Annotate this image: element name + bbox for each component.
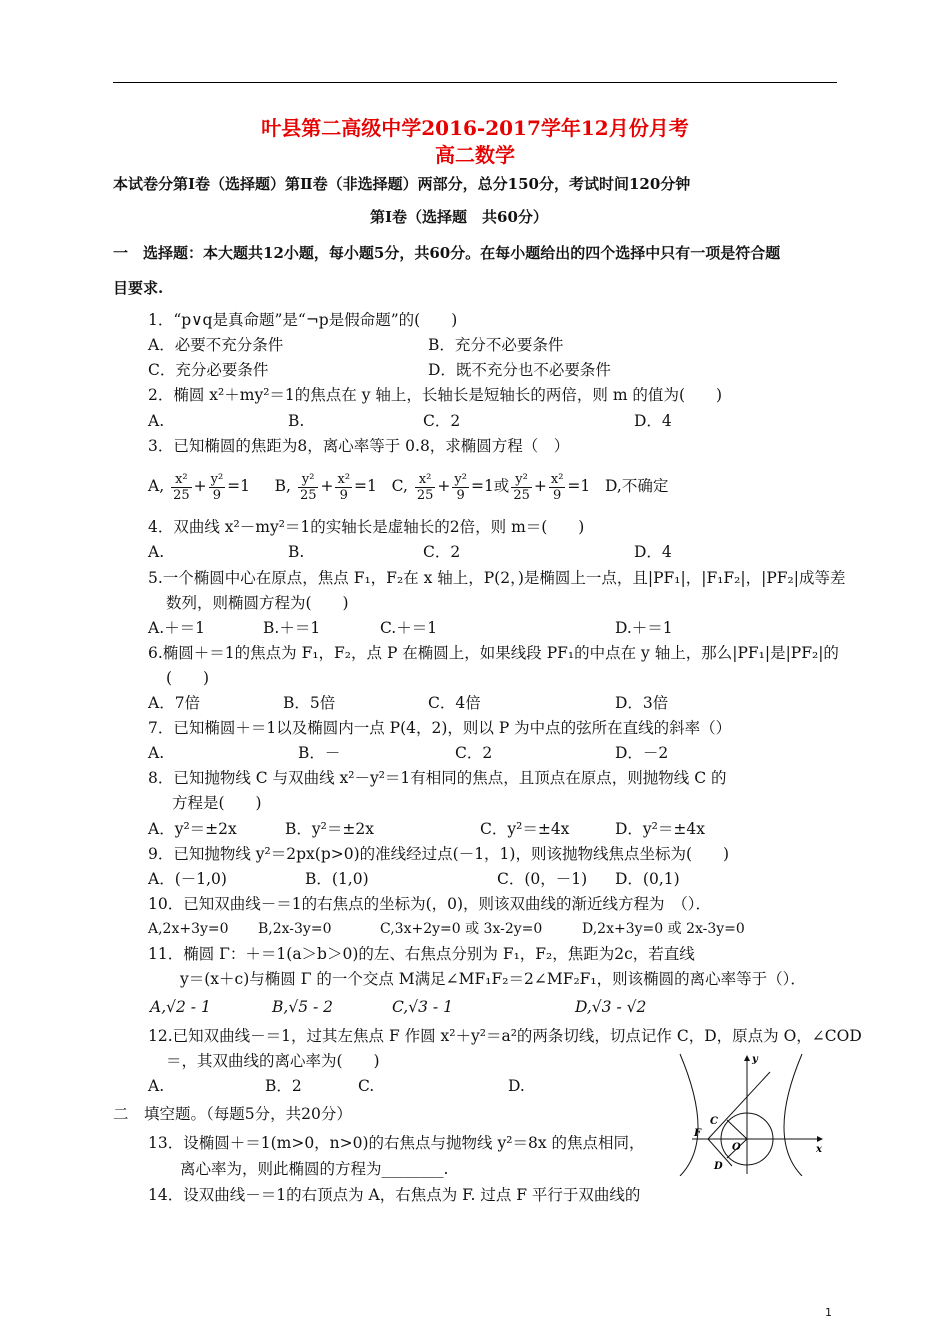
question-14: 14．设双曲线－＝1的右顶点为 A，右焦点为 F. 过点 F 平行于双曲线的: [148, 1186, 641, 1204]
section1-heading: 一 选择题：本大题共12小题，每小题5分，共60分。在每小题给出的四个选择中只有一项是符合题: [113, 244, 781, 262]
question-5: 5.一个椭圆中心在原点，焦点 F₁，F₂在 x 轴上，P(2，)是椭圆上一点，且|PF₁|，|F₁F₂|，|PF₂|成等差: [148, 569, 846, 587]
q9-option-c: C．(0，－1): [497, 870, 588, 888]
header-rule: [113, 82, 837, 83]
tangent-line-upper: [708, 1072, 770, 1139]
q11-option-b: B,√5 - 2: [272, 998, 334, 1016]
q10-option-c: C,3x+2y=0 或 3x-2y=0: [380, 921, 543, 937]
q10-option-b: B,2x-3y=0: [258, 921, 332, 937]
fraction: $\frac{\text{y²}}{9}$: [210, 471, 224, 503]
label-f: F: [694, 1128, 702, 1139]
q8-option-d: D．y²＝±4x: [615, 820, 705, 838]
q8-option-b: B．y²＝±2x: [285, 820, 374, 838]
q6-option-a: A．7倍: [148, 694, 201, 712]
question-12: 12.已知双曲线－＝1，过其左焦点 F 作圆 x²＋y²＝a²的两条切线，切点记作 C，D，原点为 O，∠COD: [148, 1027, 862, 1045]
question-9: 9．已知抛物线 y²＝2px(p>0)的准线经过点(－1，1)，则该抛物线焦点坐标为( ): [148, 845, 730, 863]
q7-option-c: C．2: [455, 744, 493, 762]
q4-option-b: B.: [288, 543, 305, 561]
question-8: 8．已知抛物线 C 与双曲线 x²－y²＝1有相同的焦点，且顶点在原点，则抛物线 C 的: [148, 769, 727, 787]
q2-option-b: B.: [288, 412, 305, 430]
fraction: $\frac{\text{y²}}{9}$: [454, 471, 467, 503]
page-number: 1: [825, 1306, 832, 1319]
fraction: $\frac{\text{x²}}{9}$: [550, 471, 564, 503]
question-11-cont: y＝(x＋c)与椭圆 Γ 的一个交点 M满足∠MF₁F₂＝2∠MF₂F₁，则该椭圆的离心率等于（）．: [180, 970, 806, 988]
question-6: 6.椭圆＋＝1的焦点为 F₁，F₂，点 P 在椭圆上，如果线段 PF₁的中点在 y 轴上，那么|PF₁|是|PF₂|的: [148, 644, 839, 662]
q12-option-c: C.: [358, 1077, 375, 1095]
exam-intro: 本试卷分第Ⅰ卷（选择题）第Ⅱ卷（非选择题）两部分，总分150分，考试时间120分钟: [113, 175, 691, 193]
label-o: O: [732, 1142, 741, 1153]
question-10: 10．已知双曲线－＝1的右焦点的坐标为(，0)，则该双曲线的渐近线方程为 （）．: [148, 895, 712, 913]
q8-option-a: A．y²＝±2x: [148, 820, 237, 838]
q3-option-a: A,: [148, 477, 165, 495]
hyperbola-figure: [672, 1052, 832, 1176]
q9-option-a: A．(－1,0): [148, 870, 227, 888]
q10-option-d: D,2x+3y=0 或 2x-3y=0: [582, 921, 745, 937]
hyperbola-right-branch: [784, 1054, 802, 1176]
q11-option-a: A,√2 - 1: [150, 998, 211, 1016]
question-11: 11．椭圆 Γ：＋＝1(a＞b＞0)的左、右焦点分别为 F₁，F₂，焦距为2c，若直线: [148, 945, 695, 963]
q6-option-d: D．3倍: [615, 694, 669, 712]
label-y: y: [752, 1054, 758, 1065]
q4-option-d: D．4: [634, 543, 672, 561]
section2-heading: 二 填空题。（每题5分，共20分）: [113, 1105, 352, 1123]
fraction: $\frac{\text{y²}}{25}$: [299, 471, 317, 503]
fraction: $\frac{\text{y²}}{25}$: [513, 471, 530, 503]
q5-option-d: D.＋＝1: [615, 619, 673, 637]
label-x: x: [816, 1144, 822, 1155]
q3-option-d: D,不确定: [605, 477, 669, 495]
q8-option-c: C．y²＝±4x: [480, 820, 570, 838]
q4-option-a: A.: [148, 543, 165, 561]
hyperbola-left-branch: [680, 1054, 698, 1176]
q2-option-d: D．4: [634, 412, 672, 430]
q7-option-d: D．－2: [615, 744, 669, 762]
label-d: D: [714, 1161, 723, 1172]
q11-option-c: C,√3 - 1: [392, 998, 453, 1016]
q3-options-row: A, $\frac{\text{x²}}{25}$ + $\frac{\text{y²}}{9}$ =1 B, $\frac{\text{y²}}{25}$ + $\frac{\text{x²}}{9}$ =1 C, $\frac{\text{x²}}{25}$ + $\frac{\text{y²}}{9}$ =1或 $\frac{\text{y²}}{25}$ + $\frac{\text{x²}}{9}$ =1 D,不确定: [148, 471, 669, 503]
radius-oc: [727, 1120, 747, 1139]
question-13-cont: 离心率为，则此椭圆的方程为________.: [180, 1160, 449, 1178]
question-7: 7．已知椭圆＋＝1以及椭圆内一点 P(4，2)，则以 P 为中点的弦所在直线的斜率（）: [148, 719, 732, 737]
q11-option-d: D,√3 - √2: [575, 998, 647, 1016]
q5-option-b: B.＋＝1: [263, 619, 321, 637]
q3-option-c: C,: [391, 477, 408, 495]
question-12-cont: ＝，其双曲线的离心率为( ): [166, 1052, 380, 1070]
section1-heading-cont: 目要求.: [113, 279, 164, 297]
q9-option-d: D．(0,1): [615, 870, 680, 888]
q12-option-a: A.: [148, 1077, 165, 1095]
q5-option-a: A.＋＝1: [148, 619, 205, 637]
q12-option-b: B．2: [265, 1077, 302, 1095]
question-5-cont: 数列，则椭圆方程为( ): [166, 594, 349, 612]
q1-option-c: C．充分必要条件: [148, 361, 269, 379]
q1-option-d: D．既不充分也不必要条件: [428, 361, 611, 379]
q1-option-b: B．充分不必要条件: [428, 336, 564, 354]
q2-option-c: C．2: [423, 412, 461, 430]
question-1: 1．“p∨q是真命题”是“¬p是假命题”的( ): [148, 311, 458, 329]
q3-option-b: B,: [274, 477, 291, 495]
q10-option-a: A,2x+3y=0: [148, 921, 229, 937]
q9-option-b: B．(1,0): [305, 870, 369, 888]
question-13: 13．设椭圆＋＝1(m>0，n>0)的右焦点与抛物线 y²＝8x 的焦点相同，: [148, 1134, 645, 1152]
part1-heading: 第Ⅰ卷（选择题 共60分）: [370, 208, 548, 226]
label-c: C: [710, 1116, 718, 1127]
page-subtitle: 高二数学: [435, 143, 515, 167]
question-2: 2．椭圆 x²＋my²＝1的焦点在 y 轴上，长轴长是短轴长的两倍，则 m 的值为( ): [148, 386, 723, 404]
fraction: $\frac{\text{x²}}{25}$: [173, 471, 190, 503]
question-6-cont: ( ): [166, 669, 210, 687]
fraction: $\frac{\text{x²}}{9}$: [337, 471, 351, 503]
q6-option-c: C．4倍: [428, 694, 481, 712]
q2-option-a: A.: [148, 412, 165, 430]
q6-option-b: B．5倍: [283, 694, 336, 712]
q7-option-a: A.: [148, 744, 165, 762]
fraction: $\frac{\text{x²}}{25}$: [416, 471, 434, 503]
question-8-cont: 方程是( ): [172, 794, 262, 812]
question-4: 4．双曲线 x²－my²＝1的实轴长是虚轴长的2倍，则 m＝( ): [148, 518, 585, 536]
page-title: 叶县第二高级中学2016-2017学年12月份月考: [261, 116, 689, 140]
q12-option-d: D.: [508, 1077, 525, 1095]
q7-option-b: B．－: [298, 744, 341, 762]
question-3: 3．已知椭圆的焦距为8，离心率等于 0.8，求椭圆方程（ ）: [148, 437, 570, 455]
q1-option-a: A．必要不充分条件: [148, 336, 284, 354]
q5-option-c: C.＋＝1: [380, 619, 438, 637]
q4-option-c: C．2: [423, 543, 461, 561]
